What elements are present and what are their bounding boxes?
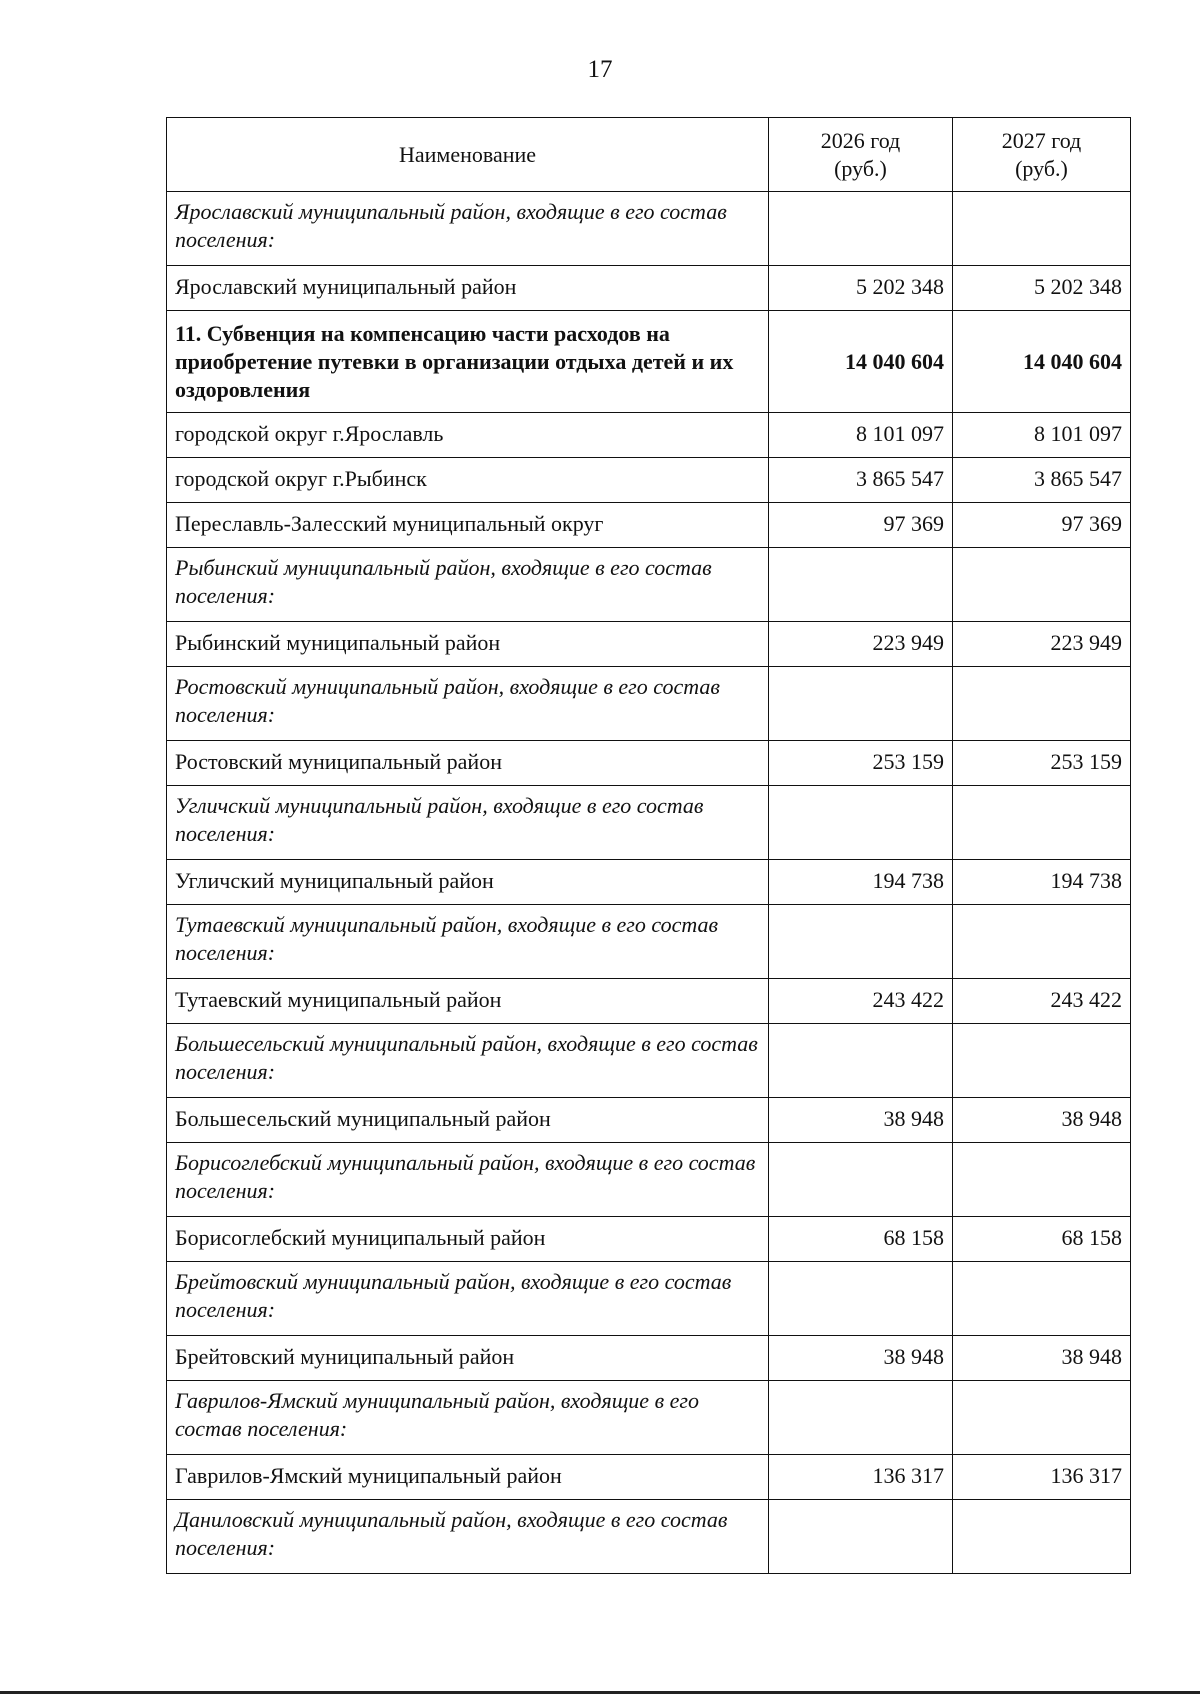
cell-2026: 5 202 348 (769, 266, 953, 311)
group-heading-row (167, 1381, 1131, 1455)
cell-2026: 3 865 547 (769, 458, 953, 503)
cell-2026: 68 158 (769, 1217, 953, 1262)
cell-2027: 8 101 097 (953, 413, 1131, 458)
cell-2026: 253 159 (769, 741, 953, 786)
cell-name: городской округ г.Рыбинск (167, 458, 769, 503)
table-row (167, 266, 1131, 311)
header-2026 (769, 118, 953, 192)
table-row (167, 860, 1131, 905)
table-row (167, 458, 1131, 503)
group-heading-row (167, 548, 1131, 622)
cell-2027 (953, 192, 1131, 266)
cell-2027: 194 738 (953, 860, 1131, 905)
cell-name: Большесельский муниципальный район (167, 1098, 769, 1143)
cell-2026 (769, 548, 953, 622)
cell-name: Брейтовский муниципальный район (167, 1336, 769, 1381)
cell-2027: 136 317 (953, 1455, 1131, 1500)
header-2027-year: 2027 год (1001, 127, 1082, 153)
cell-2027: 5 202 348 (953, 266, 1131, 311)
cell-2026: 223 949 (769, 622, 953, 667)
table-row (167, 1098, 1131, 1143)
cell-name: Переславль-Залесский муниципальный округ (167, 503, 769, 548)
group-heading-row (167, 192, 1131, 266)
table-row (167, 979, 1131, 1024)
cell-name: городской округ г.Ярославль (167, 413, 769, 458)
cell-name: Тутаевский муниципальный район, входящие в его состав поселения: (167, 905, 769, 979)
scan-edge-rule (0, 1691, 1200, 1694)
table-row (167, 413, 1131, 458)
table-row (167, 503, 1131, 548)
group-heading-row (167, 905, 1131, 979)
cell-name: Ростовский муниципальный район (167, 741, 769, 786)
header-name (167, 118, 769, 192)
cell-2027: 14 040 604 (953, 311, 1131, 413)
cell-2026: 14 040 604 (769, 311, 953, 413)
cell-name: 11. Субвенция на компенсацию части расходов на приобретение путевки в организации отдыха детей и их оздоровления (167, 311, 769, 413)
cell-2027 (953, 1500, 1131, 1574)
cell-2026: 38 948 (769, 1098, 953, 1143)
cell-name: Гаврилов-Ямский муниципальный район (167, 1455, 769, 1500)
cell-2026: 243 422 (769, 979, 953, 1024)
cell-name: Угличский муниципальный район (167, 860, 769, 905)
cell-2026 (769, 1143, 953, 1217)
group-heading-row (167, 1143, 1131, 1217)
cell-2027: 38 948 (953, 1098, 1131, 1143)
cell-name: Даниловский муниципальный район, входящие в его состав поселения: (167, 1500, 769, 1574)
cell-2026 (769, 786, 953, 860)
cell-2027 (953, 667, 1131, 741)
cell-2026: 194 738 (769, 860, 953, 905)
cell-2026: 136 317 (769, 1455, 953, 1500)
cell-name: Тутаевский муниципальный район (167, 979, 769, 1024)
group-heading-row (167, 1500, 1131, 1574)
cell-2027: 243 422 (953, 979, 1131, 1024)
cell-2026 (769, 1024, 953, 1098)
header-2026-year: 2026 год (820, 127, 901, 153)
table-body (167, 192, 1131, 1574)
table-row (167, 741, 1131, 786)
cell-2026 (769, 667, 953, 741)
cell-2027: 223 949 (953, 622, 1131, 667)
table-row (167, 1336, 1131, 1381)
cell-2027 (953, 905, 1131, 979)
cell-2026 (769, 1381, 953, 1455)
cell-2026 (769, 1262, 953, 1336)
cell-2027 (953, 786, 1131, 860)
cell-2027 (953, 1262, 1131, 1336)
group-heading-row (167, 667, 1131, 741)
cell-2027 (953, 1381, 1131, 1455)
cell-name: Большесельский муниципальный район, входящие в его состав поселения: (167, 1024, 769, 1098)
cell-name: Борисоглебский муниципальный район, входящие в его состав поселения: (167, 1143, 769, 1217)
cell-2026: 38 948 (769, 1336, 953, 1381)
header-2027 (953, 118, 1131, 192)
cell-name: Ярославский муниципальный район (167, 266, 769, 311)
cell-name: Рыбинский муниципальный район (167, 622, 769, 667)
cell-name: Ярославский муниципальный район, входящие в его состав поселения: (167, 192, 769, 266)
cell-name: Борисоглебский муниципальный район (167, 1217, 769, 1262)
section-total-row (167, 311, 1131, 413)
cell-2026 (769, 905, 953, 979)
cell-name: Ростовский муниципальный район, входящие в его состав поселения: (167, 667, 769, 741)
cell-2027: 38 948 (953, 1336, 1131, 1381)
cell-2026 (769, 192, 953, 266)
table-row (167, 1217, 1131, 1262)
cell-2027: 97 369 (953, 503, 1131, 548)
table-header-row (167, 118, 1131, 192)
group-heading-row (167, 786, 1131, 860)
cell-2027 (953, 548, 1131, 622)
table-row (167, 1455, 1131, 1500)
cell-name: Гаврилов-Ямский муниципальный район, входящие в его состав поселения: (167, 1381, 769, 1455)
cell-2026: 97 369 (769, 503, 953, 548)
group-heading-row (167, 1024, 1131, 1098)
header-name-label: Наименование (398, 141, 537, 167)
group-heading-row (167, 1262, 1131, 1336)
cell-2027 (953, 1024, 1131, 1098)
budget-table (166, 117, 1131, 1574)
cell-2027: 3 865 547 (953, 458, 1131, 503)
cell-2026: 8 101 097 (769, 413, 953, 458)
header-2027-unit: (руб.) (1015, 155, 1068, 181)
cell-2026 (769, 1500, 953, 1574)
cell-name: Угличский муниципальный район, входящие в его состав поселения: (167, 786, 769, 860)
table-row (167, 622, 1131, 667)
cell-2027: 68 158 (953, 1217, 1131, 1262)
cell-2027: 253 159 (953, 741, 1131, 786)
cell-2027 (953, 1143, 1131, 1217)
cell-name: Брейтовский муниципальный район, входящие в его состав поселения: (167, 1262, 769, 1336)
header-2026-unit: (руб.) (834, 155, 887, 181)
cell-name: Рыбинский муниципальный район, входящие в его состав поселения: (167, 548, 769, 622)
page-number: 17 (587, 56, 613, 83)
